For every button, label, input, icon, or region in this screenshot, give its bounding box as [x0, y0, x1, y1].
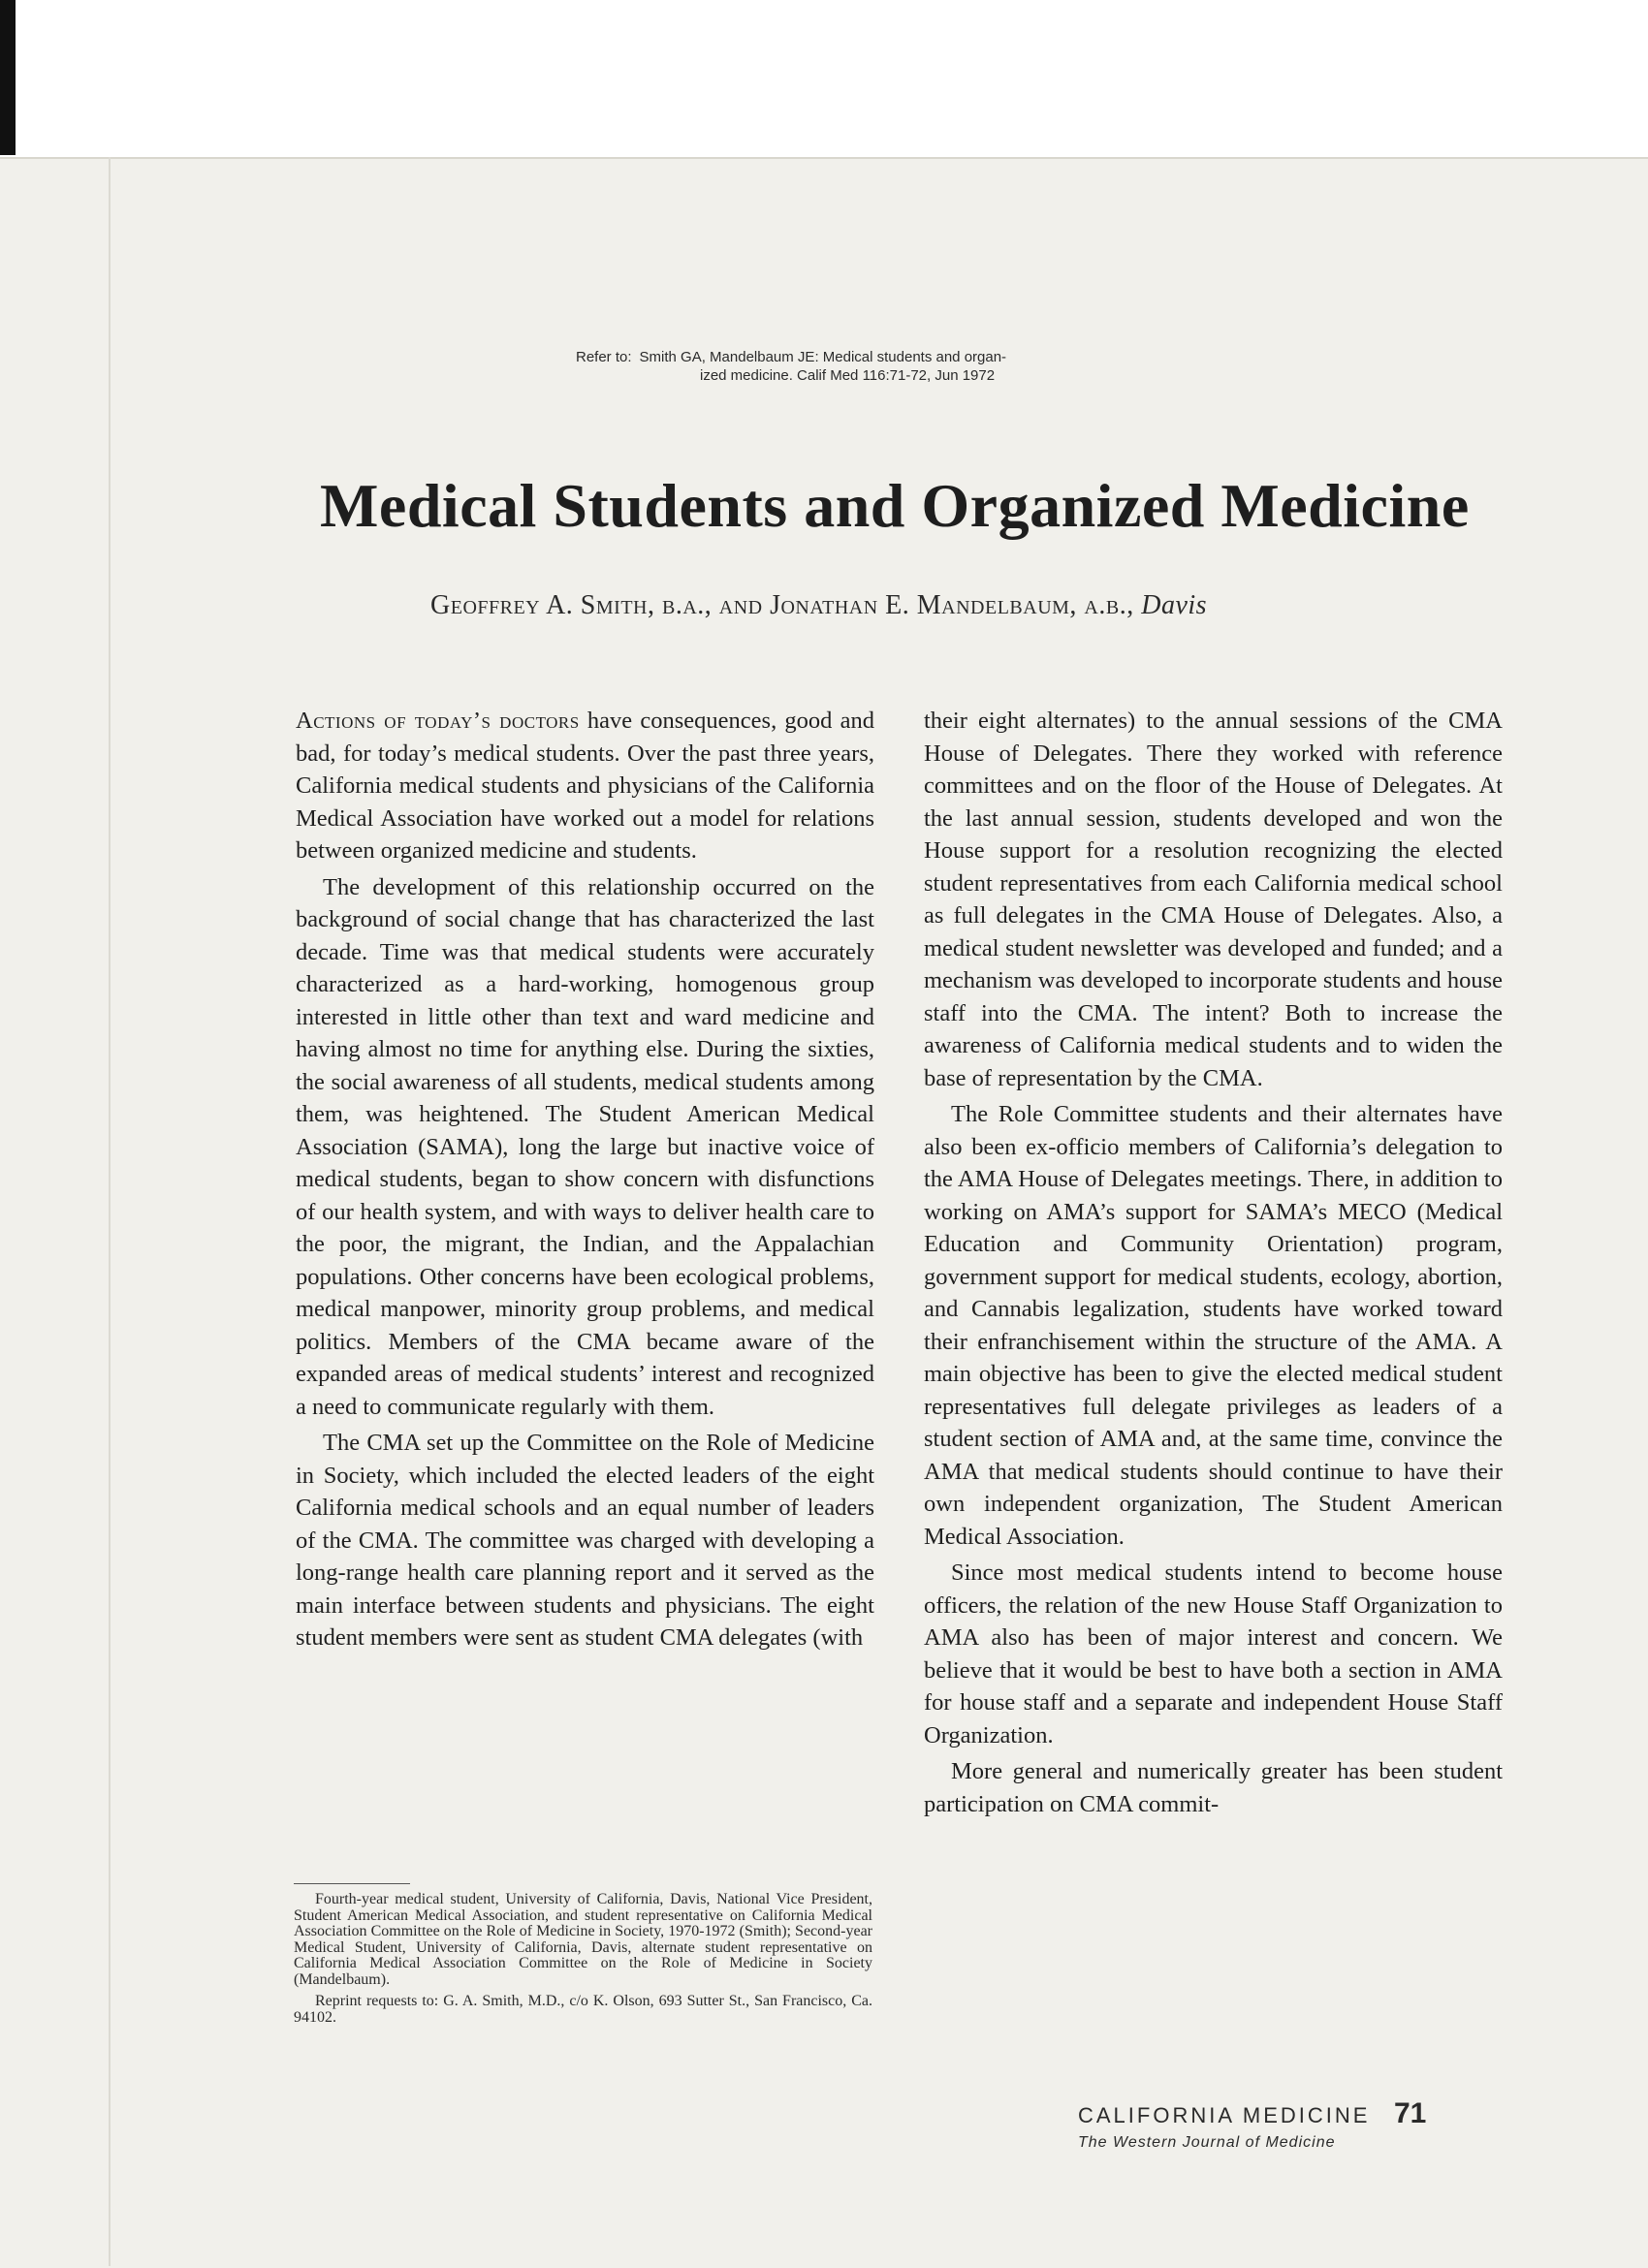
- footnote-divider: [294, 1883, 410, 1884]
- citation-line-1: [576, 348, 1157, 366]
- article-title: Medical Students and Organized Medicine: [320, 471, 1470, 540]
- paragraph: The Role Committee students and their alternates have also been ex-officio members of California’s delegation to the AMA House of Delegates meetings. There, in addition to working on AMA’s support for SAMA’s MECO (Medical Education and Community Orientation) program, government support for medical students, ecology, abortion, and Cannabis legalization, students have worked toward their enfranchisement within the structure of the AMA. A main objective has been to give the elected medical student representatives full delegate privileges as leaders of a student section of AMA and, at the same time, convince the AMA that medical students should continue to have their own independent organization, The Student American Medical Association.: [924, 1101, 1503, 1550]
- citation-text-1: Smith GA, Mandelbaum JE: Medical students and organ-: [639, 349, 1007, 365]
- journal-footer: [1078, 2097, 1466, 2152]
- journal-subtitle: The Western Journal of Medicine: [1078, 2134, 1336, 2151]
- scan-border: [0, 0, 16, 155]
- paragraph: their eight alternates) to the annual sessions of the CMA House of Delegates. There they worked with reference committees and on the floor of the House of Delegates. At the last annual session, students developed and won the House support for a resolution recognizing the elected student representatives from each California medical school as full delegates in the CMA House of Delegates. Also, a medical student newsletter was developed and funded; and a mechanism was developed to incorporate students and house staff into the CMA. The intent? Both to increase the awareness of California medical students and to widen the base of representation by the CMA.: [924, 708, 1503, 1091]
- paragraph: The CMA set up the Committee on the Role of Medicine in Society, which included the elected leaders of the eight California medical schools and an equal number of leaders of the CMA. The committee was charged with developing a long-range health care planning report and it served as the main interface between students and physicians. The eight student members were sent as student CMA delegates (with: [296, 1430, 874, 1651]
- citation-block: [576, 348, 1157, 385]
- citation-label: Refer to:: [576, 349, 632, 365]
- right-column: [924, 705, 1503, 1824]
- page-number: 71: [1393, 2097, 1427, 2129]
- paragraph: [296, 705, 874, 867]
- lead-in-smallcaps: Actions of today’s doctors: [296, 708, 580, 734]
- footnote-affiliations: Fourth-year medical student, University of California, Davis, National Vice President, Student American Medical Association, and student representative on California Medical Association Committee on the Role of Medicine in Society, 1970-1972 (Smith); Second-year Medical Student, University of California, Davis, alternate student representative on California Medical Association Committee on the Role of Medicine in Society (Mandelbaum).: [294, 1891, 872, 1988]
- byline-authors: Geoffrey A. Smith, b.a., and Jonathan E. Mandelbaum, a.b.,: [430, 590, 1134, 620]
- paragraph: Since most medical students intend to become house officers, the relation of the new House Staff Organization to AMA also has been of major interest and concern. We believe that it would be best to have both a section in AMA for house staff and a separate and independent House Staff Organization.: [924, 1559, 1503, 1748]
- citation-line-2: ized medicine. Calif Med 116:71-72, Jun 1972: [700, 367, 996, 384]
- journal-name-row: [1078, 2097, 1466, 2130]
- paragraph-text: have consequences, good and bad, for today’s medical students. Over the past three years, California medical students and physicians of the California Medical Association have worked out a model for relations between organized medicine and students.: [296, 708, 874, 864]
- paragraph: More general and numerically greater has been student participation on CMA commit-: [924, 1758, 1503, 1817]
- footnotes: [294, 1892, 872, 2032]
- page-fold-shadow: [109, 157, 111, 2266]
- left-column: [296, 705, 874, 1658]
- byline-location: Davis: [1141, 590, 1208, 620]
- footnote-reprint: Reprint requests to: G. A. Smith, M.D., c/o K. Olson, 693 Sutter St., San Francisco, Ca. 94102.: [294, 1993, 872, 2026]
- paragraph: The development of this relationship occurred on the background of social change that has characterized the last decade. Time was that medical students were accurately characterized as a hard-working, homogenous group interested in little other than text and ward medicine and having almost no time for anything else. During the sixties, the social awareness of all students, medical students among them, was heightened. The Student American Medical Association (SAMA), long the large but inactive voice of medical students, began to show concern with disfunctions of our health system, and with ways to deliver health care to the poor, the migrant, the Indian, and the Appalachian populations. Other concerns have been ecological problems, medical manpower, minority group problems, and medical politics. Members of the CMA became aware of the expanded areas of medical students’ interest and recognized a need to communicate regularly with them.: [296, 873, 874, 1420]
- journal-name: CALIFORNIA MEDICINE: [1078, 2103, 1371, 2127]
- byline: [430, 590, 1497, 621]
